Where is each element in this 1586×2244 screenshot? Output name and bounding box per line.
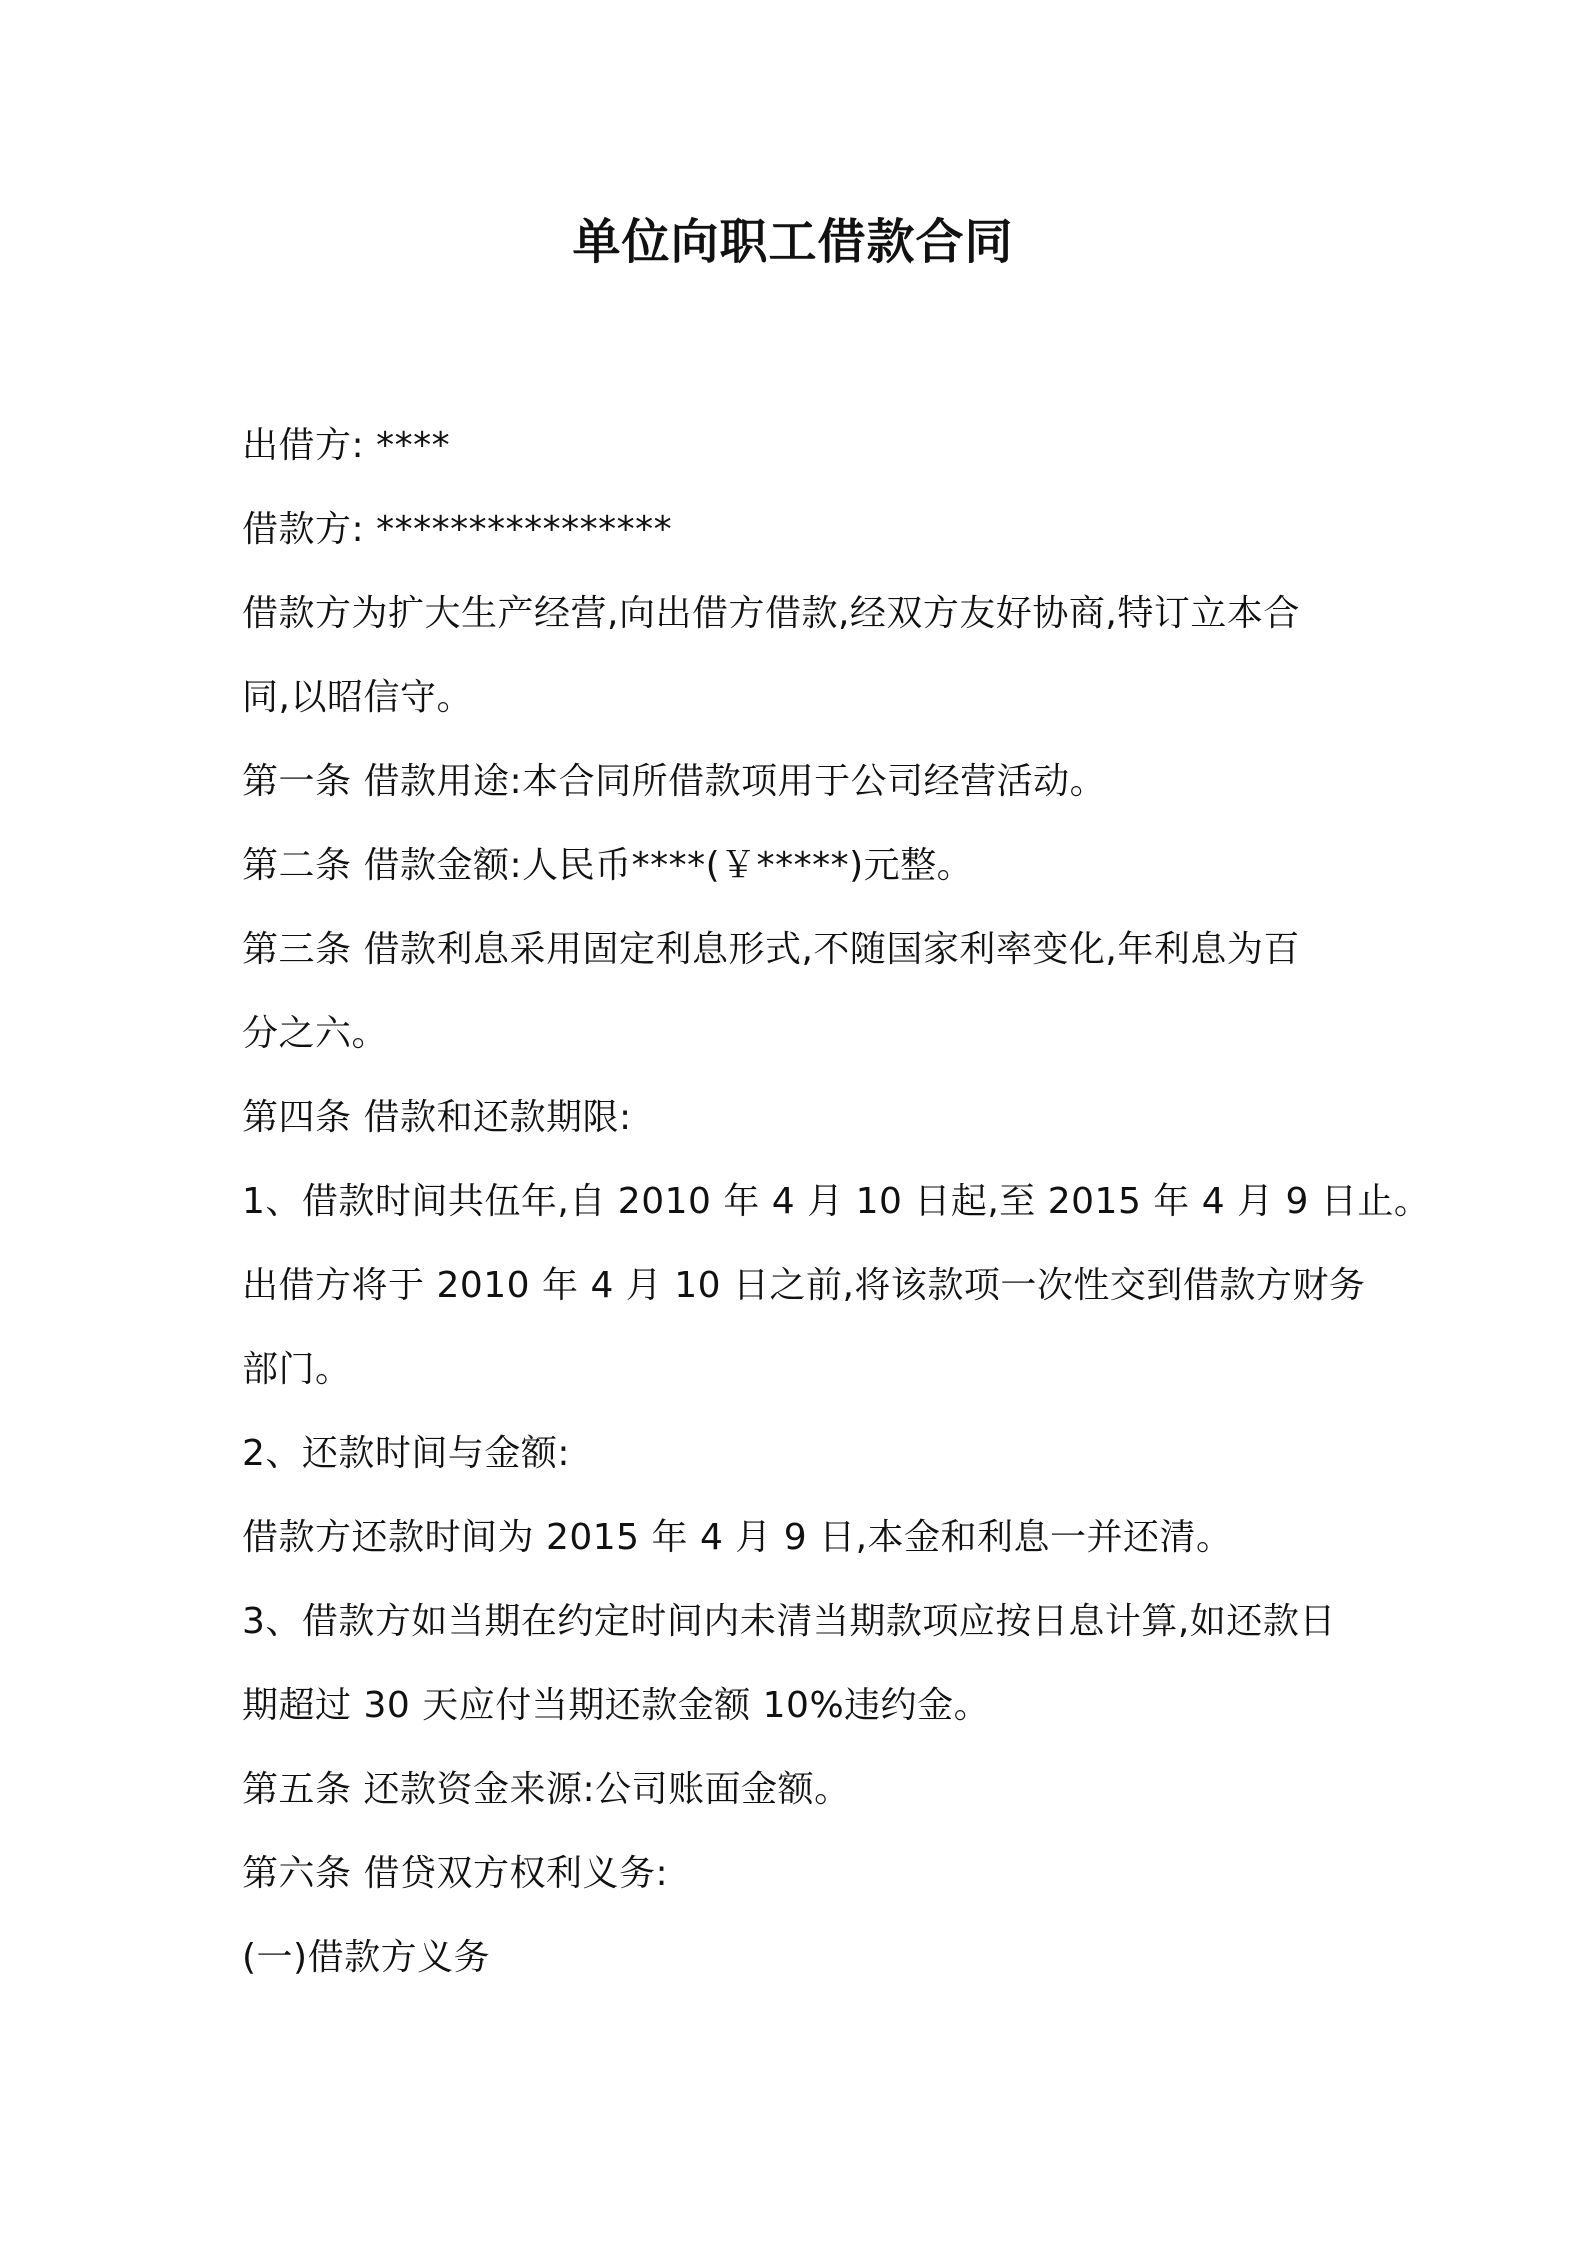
article-5: 第五条 还款资金来源:公司账面金额。 xyxy=(242,1769,851,1810)
article-4-heading: 第四条 借款和还款期限: xyxy=(242,1097,632,1138)
document-body xyxy=(242,404,1431,2000)
lender-line: 出借方: **** xyxy=(242,425,451,466)
article-4-item-1-line-1: 1、借款时间共伍年,自 2010 年 4 月 10 日起,至 2015 年 4 月 9 日止。 xyxy=(242,1181,1431,1222)
article-4-item-3-line-2: 期超过 30 天应付当期还款金额 10%违约金。 xyxy=(242,1685,991,1726)
article-4-item-2-heading: 2、还款时间与金额: xyxy=(242,1433,571,1474)
borrower-line: 借款方: **************** xyxy=(242,509,673,550)
document-title: 单位向职工借款合同 xyxy=(572,214,1014,270)
article-4-item-3-line-1: 3、借款方如当期在约定时间内未清当期款项应按日息计算,如还款日 xyxy=(242,1601,1336,1642)
article-4-item-1-line-2: 出借方将于 2010 年 4 月 10 日之前,将该款项一次性交到借款方财务 xyxy=(242,1265,1366,1306)
article-3-line-1: 第三条 借款利息采用固定利息形式,不随国家利率变化,年利息为百 xyxy=(242,929,1300,970)
article-2: 第二条 借款金额:人民币****(￥*****)元整。 xyxy=(242,845,974,886)
article-3-line-2: 分之六。 xyxy=(242,1013,389,1054)
article-6-heading: 第六条 借贷双方权利义务: xyxy=(242,1853,669,1894)
preamble-line-1: 借款方为扩大生产经营,向出借方借款,经双方友好协商,特订立本合 xyxy=(242,593,1300,634)
preamble-line-2: 同,以昭信守。 xyxy=(242,677,473,718)
article-6-subheading-1: (一)借款方义务 xyxy=(242,1937,491,1978)
article-4-item-2-text: 借款方还款时间为 2015 年 4 月 9 日,本金和利息一并还清。 xyxy=(242,1517,1233,1558)
article-4-item-1-line-3: 部门。 xyxy=(242,1349,352,1390)
article-1: 第一条 借款用途:本合同所借款项用于公司经营活动。 xyxy=(242,761,1107,802)
